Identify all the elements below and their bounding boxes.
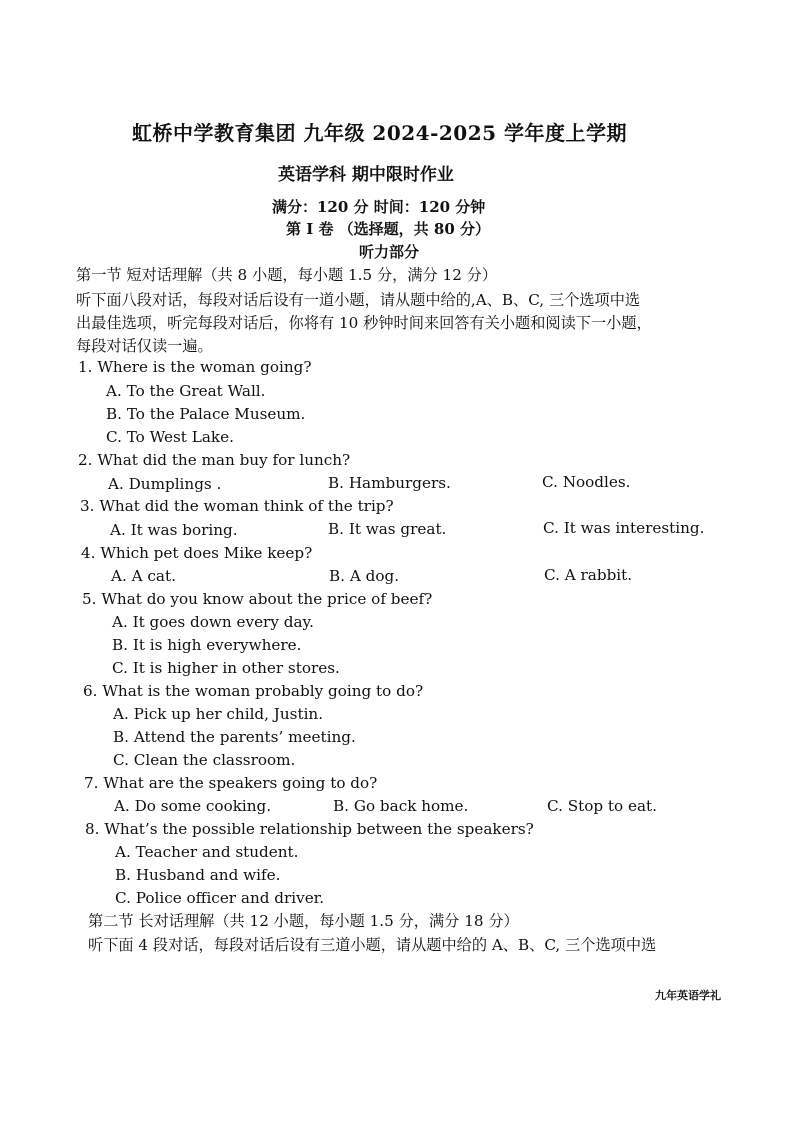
question-1-option-b: B. To the Palace Museum.	[106, 405, 306, 423]
question-2: 2. What did the man buy for lunch?	[78, 451, 351, 469]
section1-instruction-line: 出最佳选项，听完每段对话后，你将有 10 秒钟时间来回答有关小题和阅读下一小题，	[76, 314, 652, 332]
question-3-option-c: C. It was interesting.	[543, 519, 705, 537]
question-8: 8. What’s the possible relationship between the speakers?	[85, 820, 534, 838]
section1-heading: 第一节 短对话理解（共 8 小题，每小题 1.5 分，满分 12 分）	[76, 266, 498, 284]
section2-heading: 第二节 长对话理解（共 12 小题，每小题 1.5 分，满分 18 分）	[88, 912, 519, 930]
question-4-option-b: B. A dog.	[329, 567, 400, 585]
question-8-option-b: B. Husband and wife.	[115, 866, 281, 884]
section2-instruction: 听下面 4 段对话，每段对话后设有三道小题，请从题中给的 A、B、C, 三个选项中选	[88, 936, 657, 954]
question-6-option-b: B. Attend the parents’ meeting.	[113, 728, 356, 746]
question-6: 6. What is the woman probably going to do?	[83, 682, 424, 700]
question-3-option-a: A. It was boring.	[110, 521, 238, 539]
question-3-option-b: B. It was great.	[328, 520, 447, 538]
question-1-option-a: A. To the Great Wall.	[106, 382, 266, 400]
question-7: 7. What are the speakers going to do?	[84, 774, 378, 792]
question-6-option-a: A. Pick up her child, Justin.	[113, 705, 324, 723]
score-time-line: 满分：120 分 时间：120 分钟	[272, 198, 486, 216]
question-7-option-a: A. Do some cooking.	[114, 797, 272, 815]
question-5-option-a: A. It goes down every day.	[112, 613, 314, 631]
question-5-option-c: C. It is higher in other stores.	[112, 659, 340, 677]
question-1: 1. Where is the woman going?	[78, 358, 312, 376]
question-2-option-b: B. Hamburgers.	[328, 474, 451, 492]
question-2-option-a: A. Dumplings .	[108, 475, 222, 493]
question-5-option-b: B. It is high everywhere.	[112, 636, 302, 654]
volume-line: 第 I 卷 （选择题，共 80 分）	[286, 220, 491, 238]
question-1-option-c: C. To West Lake.	[106, 428, 234, 446]
document-title: 虹桥中学教育集团 九年级 2024-2025 学年度上学期	[132, 121, 628, 145]
page-footer: 九年英语学礼	[655, 989, 721, 1002]
question-4: 4. Which pet does Mike keep?	[81, 544, 313, 562]
question-4-option-c: C. A rabbit.	[544, 566, 633, 584]
question-6-option-c: C. Clean the classroom.	[113, 751, 296, 769]
section1-instruction-line: 听下面八段对话，每段对话后设有一道小题，请从题中给的,A、B、C, 三个选项中选	[76, 291, 641, 309]
question-2-option-c: C. Noodles.	[542, 473, 631, 491]
question-5: 5. What do you know about the price of beef?	[82, 590, 433, 608]
question-3: 3. What did the woman think of the trip?	[80, 497, 394, 515]
question-8-option-a: A. Teacher and student.	[115, 843, 299, 861]
document-subtitle: 英语学科 期中限时作业	[278, 165, 454, 185]
question-7-option-b: B. Go back home.	[333, 797, 469, 815]
part-title: 听力部分	[359, 243, 420, 261]
question-7-option-c: C. Stop to eat.	[547, 797, 657, 815]
question-8-option-c: C. Police officer and driver.	[115, 889, 325, 907]
section1-instruction-line: 每段对话仅读一遍。	[76, 337, 213, 355]
question-4-option-a: A. A cat.	[111, 567, 176, 585]
